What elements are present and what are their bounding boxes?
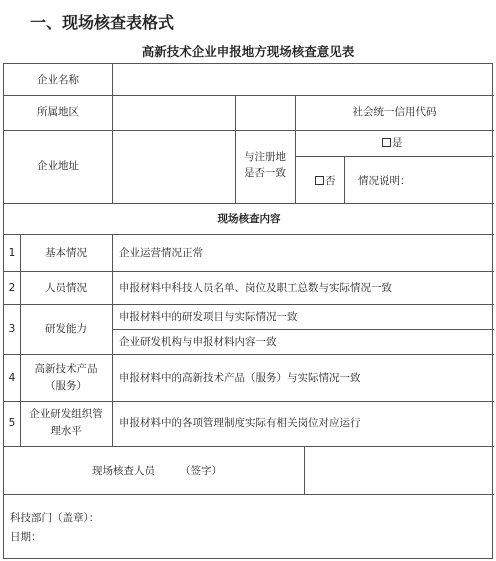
item-content: 申报材料中的研发项目与实际情况一致 (119, 311, 298, 323)
date-label: 日期： (10, 531, 42, 543)
row-divider (4, 401, 494, 402)
col-divider (295, 130, 296, 203)
row-divider (112, 329, 494, 330)
department-stamp-label: 科技部门（盖章）： (10, 512, 100, 524)
col-divider (112, 234, 113, 446)
region-label: 所属地区 (37, 106, 79, 118)
item-content: 申报材料中的各项管理制度实际有相关岗位对应运行 (119, 417, 361, 429)
option-yes[interactable] (382, 136, 403, 150)
address-label: 企业地址 (37, 160, 79, 172)
row-divider (4, 95, 494, 96)
row-divider (4, 203, 494, 204)
item-number: 2 (8, 282, 16, 294)
credit-code-label: 社会统一信用代码 (352, 106, 437, 118)
row-divider (4, 234, 494, 235)
checkbox-no[interactable] (315, 176, 324, 185)
checkbox-yes[interactable] (382, 138, 391, 147)
item-label: 企业研发组织管 (29, 408, 103, 420)
inspection-content-title: 现场核查内容 (217, 213, 281, 225)
col-divider (112, 64, 113, 203)
col-divider (304, 446, 305, 494)
form-title: 高新技术企业申报地方现场核查意见表 (141, 44, 355, 59)
item-label: 高新技术产品 (34, 363, 98, 375)
registration-match-label: 是否一致 (244, 167, 286, 179)
option-no-label: 否 (325, 175, 336, 187)
company-name-label: 企业名称 (37, 74, 79, 86)
item-label: 理水平 (50, 425, 82, 437)
registration-match-label: 与注册地 (244, 151, 286, 163)
row-divider (4, 130, 494, 131)
row-divider (4, 446, 494, 447)
item-number: 4 (8, 372, 16, 384)
item-content: 企业运营情况正常 (119, 247, 203, 259)
item-content: 申报材料中科技人员名单、岗位及职工总数与实际情况一致 (119, 282, 392, 294)
row-divider (295, 156, 494, 157)
col-divider (344, 156, 345, 203)
item-number: 1 (8, 247, 16, 259)
option-no[interactable] (315, 174, 336, 188)
item-label: 人员情况 (45, 282, 87, 294)
explanation-label: 情况说明： (358, 175, 411, 187)
item-number: 3 (8, 323, 16, 335)
row-divider (4, 494, 494, 495)
item-label: 研发能力 (45, 323, 87, 335)
item-number: 5 (8, 417, 16, 429)
row-divider (4, 271, 494, 272)
signature-label: （签字） (180, 465, 222, 477)
item-label: 基本情况 (45, 247, 87, 259)
item-content: 企业研发机构与申报材料内容一致 (119, 336, 277, 348)
inspection-form (3, 63, 493, 559)
inspector-label: 现场核查人员 (92, 465, 155, 477)
item-content: 申报材料中的高新技术产品（服务）与实际情况一致 (119, 372, 361, 384)
option-yes-label: 是 (392, 137, 403, 149)
section-heading: 一、现场核查表格式 (30, 13, 175, 32)
item-label: （服务） (45, 380, 87, 392)
col-divider (235, 95, 236, 130)
row-divider (4, 304, 494, 305)
row-divider (4, 354, 494, 355)
